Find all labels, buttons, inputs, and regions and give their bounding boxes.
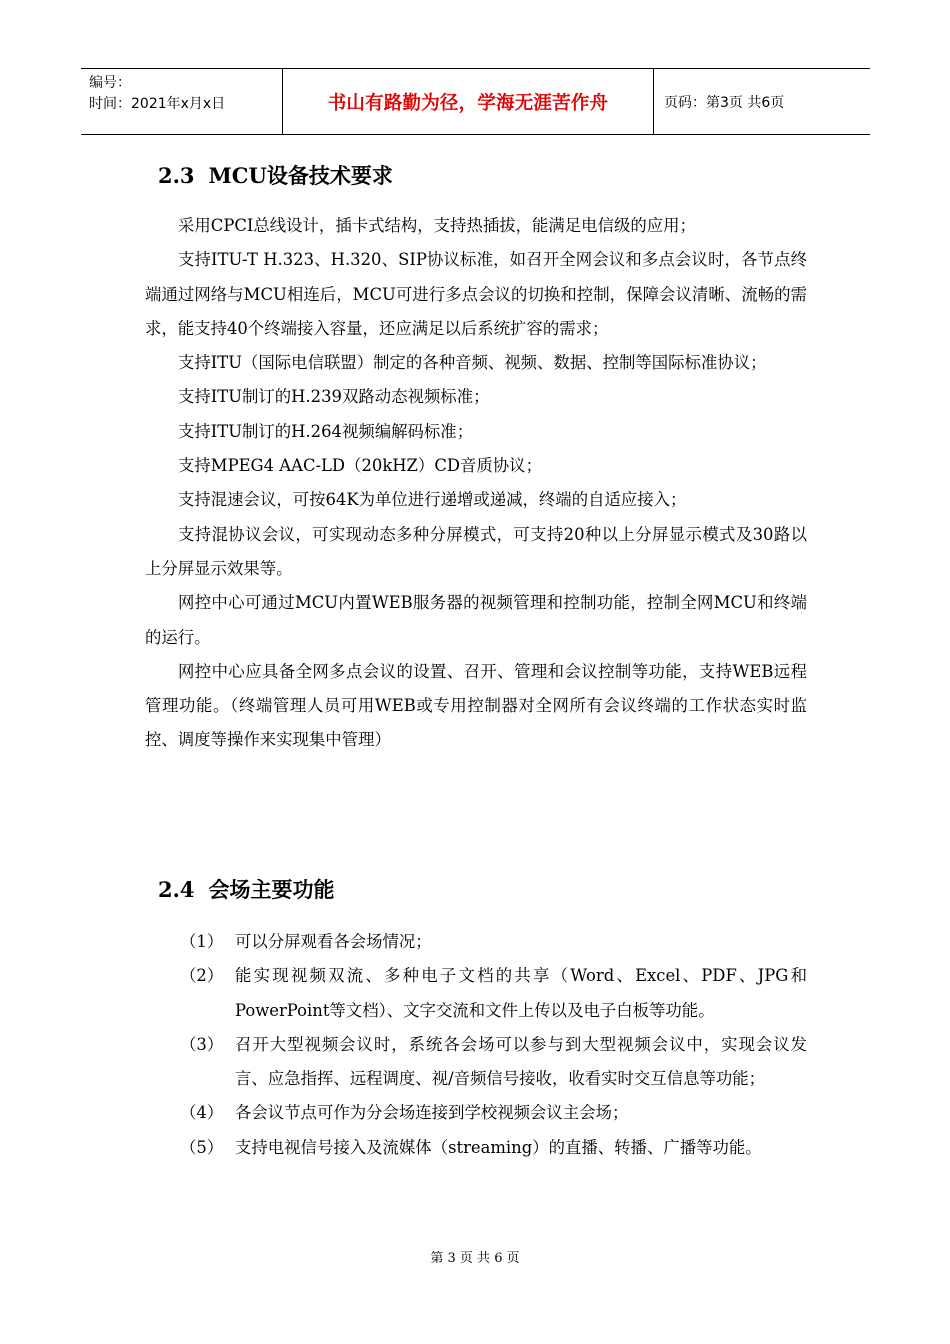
paragraph: 支持混速会议，可按64K为单位进行递增或递减，终端的自适应接入；: [178, 490, 687, 510]
section-heading-2-4: [158, 874, 335, 904]
section-2-3-body: [145, 209, 807, 758]
paragraph: 支持ITU（国际电信联盟）制定的各种音频、视频、数据、控制等国际标准协议；: [178, 353, 767, 373]
function-list: [180, 925, 807, 1165]
list-text: 各会议节点可作为分会场连接到学校视频会议主会场；: [235, 1103, 629, 1123]
section-title: MCU设备技术要求: [208, 163, 393, 188]
paragraph: 网控中心应具备全网多点会议的设置、召开、管理和会议控制等功能，支持WEB远程管理功能。（终端管理人员可用WEB或专用控制器对全网所有会议终端的工作状态实时监控、调度等操作来实现集中管理）: [145, 661, 807, 750]
list-item: [180, 1131, 807, 1165]
list-marker: （3）: [180, 1034, 224, 1054]
list-marker: （1）: [180, 932, 224, 951]
paragraph: 采用CPCI总线设计，插卡式结构，支持热插拔，能满足电信级的应用；: [178, 216, 696, 235]
header-time-label: 时间：2021年x月x日: [89, 96, 226, 112]
page-header: [81, 68, 870, 135]
header-motto: 书山有路勤为径，学海无涯苦作舟: [283, 69, 654, 134]
section-number: 2.4: [158, 877, 195, 902]
list-marker: （4）: [180, 1103, 224, 1123]
list-item: [180, 1028, 807, 1097]
header-meta: [81, 69, 283, 134]
header-code-label: 编号：: [89, 75, 131, 91]
paragraph: 网控中心可通过MCU内置WEB服务器的视频管理和控制功能，控制全网MCU和终端的运行。: [145, 593, 807, 647]
list-marker: （5）: [180, 1137, 224, 1157]
list-text: 可以分屏观看各会场情况；: [235, 932, 432, 951]
section-number: 2.3: [158, 163, 195, 188]
paragraph: 支持ITU-T H.323、H.320、SIP协议标准，如召开全网会议和多点会议时，各节点终端通过网络与MCU相连后，MCU可进行多点会议的切换和控制，保障会议清晰、流畅的需求，能支持40个终端接入容量，还应满足以后系统扩容的需求；: [145, 250, 807, 338]
paragraph: 支持ITU制订的H.239双路动态视频标准；: [178, 387, 490, 407]
list-item: [180, 1096, 807, 1130]
list-marker: （2）: [180, 966, 224, 986]
paragraph: 支持MPEG4 AAC-LD（20kHZ）CD音质协议；: [178, 456, 542, 476]
section-title: 会场主要功能: [208, 877, 335, 902]
list-text: 支持电视信号接入及流媒体（streaming）的直播、转播、广播等功能。: [235, 1137, 762, 1157]
list-text: 召开大型视频会议时，系统各会场可以参与到大型视频会议中，实现会议发言、应急指挥、远程调度、视/音频信号接收，收看实时交互信息等功能；: [235, 1034, 807, 1089]
paragraph: 支持ITU制订的H.264视频编解码标准；: [178, 421, 474, 441]
section-heading-2-3: [158, 160, 393, 190]
header-page-info: 页码：第3页 共6页: [664, 94, 785, 111]
paragraph: 支持混协议会议，可实现动态多种分屏模式，可支持20种以上分屏显示模式及30路以上分屏显示效果等。: [145, 524, 807, 578]
list-item: [180, 959, 807, 1028]
page-footer: 第 3 页 共 6 页: [430, 1251, 520, 1266]
list-item: [180, 925, 807, 959]
list-text: 能实现视频双流、多种电子文档的共享（Word、Excel、PDF、JPG和PowerPoint等文档）、文字交流和文件上传以及电子白板等功能。: [235, 966, 807, 1020]
